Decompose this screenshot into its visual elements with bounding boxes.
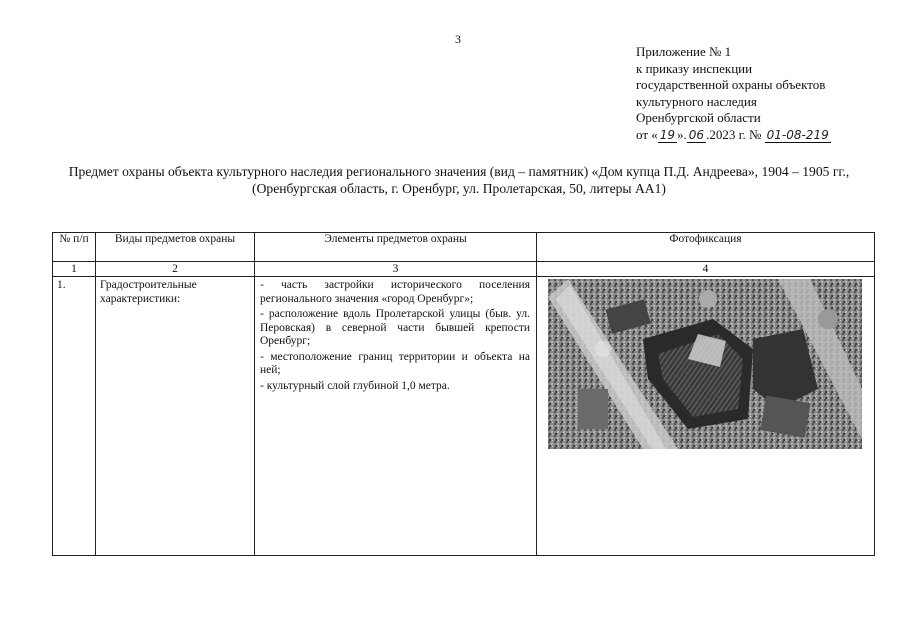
element-item: - местоположение границ территории и объекта на ней; <box>260 350 530 376</box>
header-num: № п/п <box>53 233 96 262</box>
row-type-cell <box>96 277 255 556</box>
column-number-row <box>53 262 875 277</box>
header-type: Виды предметов охраны <box>96 233 255 262</box>
date-mid: ». <box>677 126 687 142</box>
header-elements: Элементы предметов охраны <box>255 233 537 262</box>
row-elements-cell <box>255 277 537 556</box>
date-year: .2023 г. № <box>706 126 762 142</box>
element-item: - культурный слой глубиной 1,0 метра. <box>260 379 450 392</box>
element-item: - часть застройки исторического поселения регионального значения «город Оренбург»; <box>260 279 530 305</box>
date-month: 06 <box>688 127 705 142</box>
aerial-photo <box>548 279 862 449</box>
col-number: 3 <box>255 262 537 277</box>
table-row <box>53 277 875 556</box>
date-prefix: от « <box>636 126 658 142</box>
appendix-line: Оренбургской области <box>636 110 761 125</box>
appendix-line: культурного наследия <box>636 93 757 109</box>
document-title: Предмет охраны объекта культурного наследия регионального значения (вид – памятник) «Дом купца П.Д. Андреева», 1904 – 1905 гг., (Оренбургская область, г. Оренбург, ул. Пролетарская, 50, литеры АА1) <box>68 164 850 196</box>
row-type: Градостроительные характеристики: <box>100 279 197 305</box>
order-number: 01-08-219 <box>766 127 829 142</box>
header-photo: Фотофиксация <box>537 233 875 262</box>
row-num-cell <box>53 277 96 556</box>
appendix-block <box>636 44 831 143</box>
row-photo-cell <box>537 277 875 556</box>
appendix-line: к приказу инспекции <box>636 60 753 76</box>
aerial-photo-image <box>548 279 862 449</box>
protection-table <box>52 232 875 556</box>
element-item: - расположение вдоль Пролетарской улицы (быв. ул. Перовская) в северной части бывшей крепости Оренбург; <box>260 308 530 347</box>
col-number: 2 <box>96 262 255 277</box>
page-number: 3 <box>455 32 461 46</box>
appendix-line: Приложение № 1 <box>636 44 732 59</box>
table-header-row <box>53 233 875 262</box>
date-day: 19 <box>659 127 676 142</box>
col-number: 1 <box>53 262 96 277</box>
appendix-date-line <box>636 127 831 144</box>
row-num: 1. <box>57 279 66 291</box>
col-number: 4 <box>537 262 875 277</box>
appendix-line: государственной охраны объектов <box>636 77 826 92</box>
